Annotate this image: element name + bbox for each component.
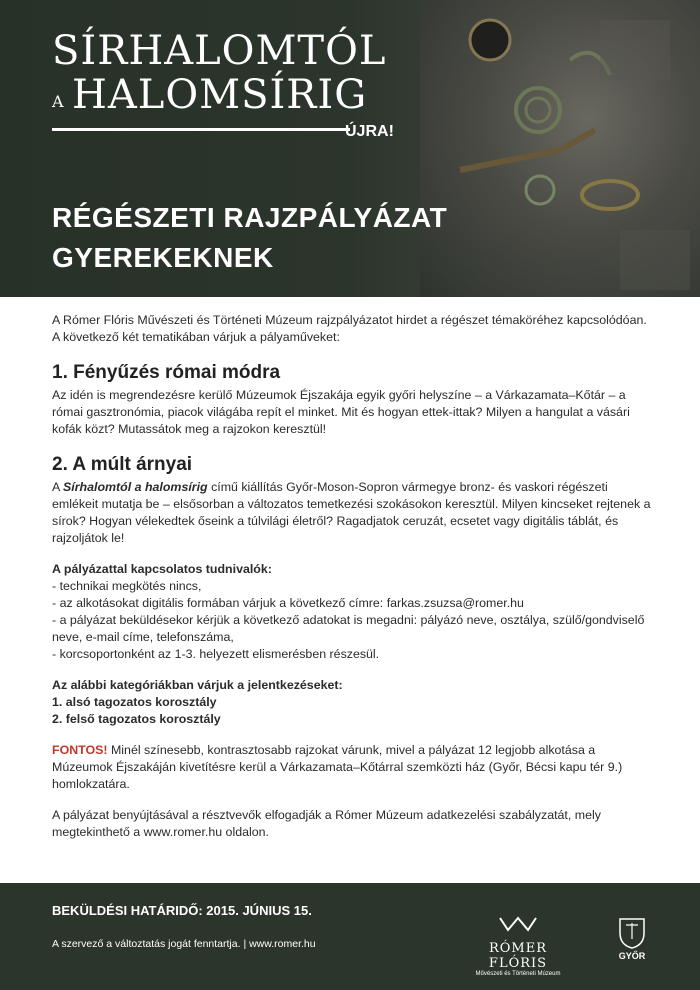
city-crest-icon	[617, 915, 647, 949]
info-item: - korcsoportonként az 1-3. helyezett elismerésben részesül.	[52, 647, 380, 661]
disclaimer: A szervező a változtatás jogát fenntartja. | www.romer.hu	[52, 938, 316, 950]
important-note	[52, 742, 652, 793]
subtitle-line-2: GYEREKEKNEK	[52, 242, 274, 273]
title-article: A	[52, 92, 64, 111]
category-item: 2. felső tagozatos korosztály	[52, 712, 221, 726]
deadline: BEKÜLDÉSI HATÁRIDŐ: 2015. JÚNIUS 15.	[52, 903, 312, 918]
title-tag: ÚJRA!	[345, 123, 394, 140]
section-2-heading: 2. A múlt árnyai	[52, 454, 193, 475]
header-banner	[0, 0, 700, 297]
category-heading: Az alábbi kategóriákban várjuk a jelentkezéseket:	[52, 678, 343, 692]
museum-logo	[468, 916, 568, 978]
section-2-body: című kiállítás Győr-Moson-Sopron vármegye bronz- és vaskori régészeti emlékeit mutatja be – elsősorban a változatos temetkezési szokásokon keresztül. Milyen kincseket rejtenek a sírok? Hogyan vélekedtek őseink a túlvilági életről? Ragadjatok ceruzát, ecsetet vagy digitális táblát, és rajzoljátok le!	[52, 480, 651, 545]
subtitle-line-1: RÉGÉSZETI RAJZPÁLYÁZAT	[52, 202, 448, 233]
title-line-2: HALOMSÍRIG	[72, 72, 368, 118]
info-item: - a pályázat beküldésekor kérjük a következő adatokat is megadni: pályázó neve, osztálya, szülő/gondviselő neve, e-mail címe, telefonszáma,	[52, 613, 645, 644]
city-crest	[612, 915, 652, 961]
section-1-text: Az idén is megrendezésre kerülő Múzeumok Éjszakája egyik győri helyszíne – a Várkazamata–Kőtár – a római gasztronómia, piacok világába repít el minket. Mit és hogyan ettek-ittak? Milyen a hangulat a vásári kofák közt? Mutassátok meg a rajzokon keresztül!	[52, 388, 630, 436]
subtitle	[52, 198, 447, 278]
section-2-text	[52, 479, 652, 547]
category-item: 1. alsó tagozatos korosztály	[52, 695, 217, 709]
museum-emblem-icon	[498, 916, 538, 932]
title-line-1: SÍRHALOMTÓL	[52, 28, 387, 74]
closing-paragraph: A pályázat benyújtásával a résztvevők elfogadják a Rómer Múzeum adatkezelési szabályzatát, mely megtekinthető a www.romer.hu oldalon.	[52, 808, 601, 839]
title-divider	[52, 128, 350, 131]
info-heading: A pályázattal kapcsolatos tudnivalók:	[52, 562, 272, 576]
museum-name: RÓMER FLÓRIS	[488, 941, 548, 971]
exhibition-title: Sírhalomtól a halomsírig	[63, 480, 208, 494]
important-text: Minél színesebb, kontrasztosabb rajzokat várunk, mivel a pályázat 12 legjobb alkotása a Múzeumok Éjszakáján kivetítésre kerül a Várkazamata–Kőtárral szemközti ház (Győr, Bécsi kapu tér 9.) homlokzatára.	[52, 743, 623, 791]
footer	[0, 883, 700, 990]
artifacts-photo	[420, 0, 700, 297]
info-item: - technikai megkötés nincs,	[52, 579, 202, 593]
important-label: FONTOS!	[52, 743, 108, 757]
city-name: GYŐR	[618, 951, 646, 961]
info-item: - az alkotásokat digitális formában várjuk a következő címre: farkas.zsuzsa@romer.hu	[52, 596, 524, 610]
section-2-prefix: A	[52, 480, 64, 494]
museum-subtitle: Művészeti és Történeti Múzeum	[475, 971, 561, 977]
section-1-heading: 1. Fényűzés római módra	[52, 362, 281, 383]
main-content	[52, 312, 652, 841]
intro-paragraph: A Rómer Flóris Művészeti és Történeti Múzeum rajzpályázatot hirdet a régészet témaköréhez kapcsolódóan. A következő két tematikában várjuk a pályaműveket:	[52, 313, 647, 344]
artifact-shapes-icon	[420, 0, 700, 297]
